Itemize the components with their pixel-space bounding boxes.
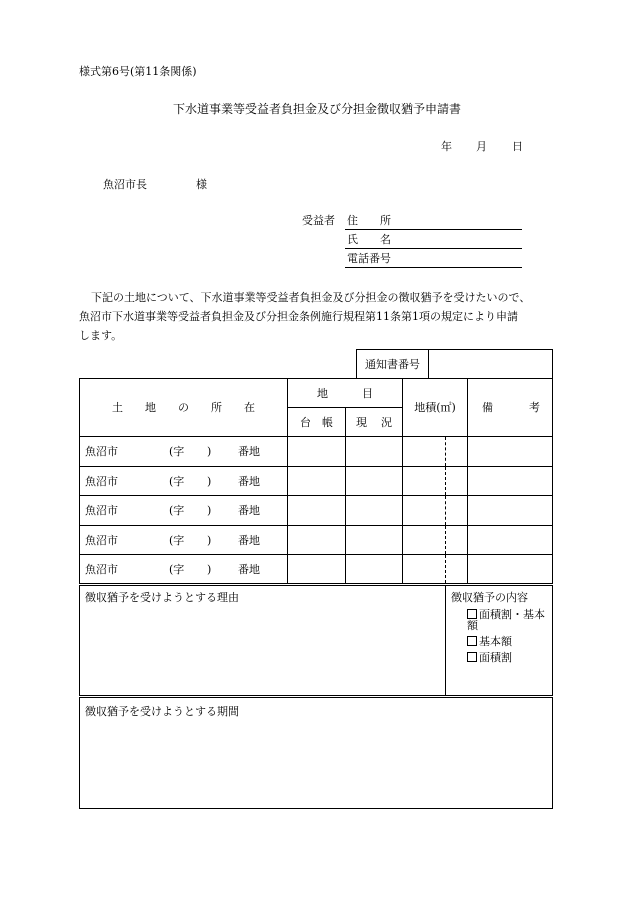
option-label: 面積割・基本額	[467, 607, 545, 632]
notice-number-label: 通知書番号	[357, 350, 429, 379]
aza-text: (字	[169, 474, 185, 488]
location-header-char: 所	[211, 401, 222, 414]
location-header	[80, 379, 288, 437]
area-decimal-cell[interactable]	[446, 466, 468, 496]
aza-text: (字	[169, 504, 185, 517]
paren-close: )	[207, 563, 212, 576]
paren-close: )	[207, 474, 212, 488]
option-label: 面積割	[479, 650, 512, 664]
location-cell[interactable]	[80, 466, 288, 496]
table-row	[80, 466, 553, 496]
applicant-label: 受益者	[302, 214, 335, 227]
location-cell[interactable]	[80, 525, 288, 555]
notice-number-field[interactable]	[429, 350, 553, 379]
checkbox[interactable]	[467, 609, 477, 619]
banchi-text: 番地	[238, 445, 260, 458]
location-cell[interactable]	[80, 496, 288, 526]
period-field[interactable]	[80, 696, 553, 808]
city-text: 魚沼市	[85, 533, 118, 547]
current-header-char: 況	[381, 415, 392, 429]
banchi-text: 番地	[238, 533, 260, 547]
remarks-cell[interactable]	[468, 437, 553, 467]
applicant-address-label: 住 所	[347, 214, 391, 227]
area-decimal-cell[interactable]	[446, 437, 468, 467]
table-row	[80, 525, 553, 555]
table-row	[80, 437, 553, 467]
land-category-char: 目	[362, 386, 373, 400]
ledger-header-char: 帳	[322, 415, 333, 429]
current-cell[interactable]	[346, 466, 403, 496]
table-row	[80, 555, 553, 585]
location-cell[interactable]	[80, 437, 288, 467]
paren-close: )	[207, 445, 212, 458]
table-row	[80, 496, 553, 526]
applicant-phone-field[interactable]	[345, 267, 522, 268]
ledger-cell[interactable]	[288, 496, 346, 526]
remarks-header-char: 考	[529, 401, 540, 414]
reason-field[interactable]	[80, 584, 446, 696]
ledger-cell[interactable]	[288, 466, 346, 496]
body-line: 魚沼市下水道事業等受益者負担金及び分担金条例施行規程第11条第1項の規定により申請	[79, 310, 518, 323]
ledger-cell[interactable]	[288, 437, 346, 467]
content-option-base[interactable]	[467, 636, 547, 647]
form-title: 下水道事業等受益者負担金及び分担金徴収猶予申請書	[173, 102, 462, 116]
location-header-char: の	[178, 401, 189, 414]
current-header	[346, 408, 403, 437]
applicant-address-field[interactable]	[345, 229, 522, 230]
remarks-cell[interactable]	[468, 466, 553, 496]
city-text: 魚沼市	[85, 563, 118, 576]
content-option-area[interactable]	[467, 652, 547, 663]
land-category-char: 地	[317, 386, 328, 400]
banchi-text: 番地	[238, 474, 260, 488]
banchi-text: 番地	[238, 504, 260, 517]
ledger-cell[interactable]	[288, 555, 346, 585]
content-option-area-and-base[interactable]	[467, 609, 547, 631]
addressee-honorific: 様	[196, 178, 207, 191]
period-label: 徴収猶予を受けようとする期間	[85, 704, 239, 718]
location-header-char: 土	[112, 401, 123, 414]
remarks-header	[468, 379, 553, 437]
current-header-char: 現	[356, 415, 367, 429]
area-integer-cell[interactable]	[403, 466, 446, 496]
body-line: 下記の土地について、下水道事業等受益者負担金及び分担金の徴収猶予を受けたいので、	[91, 291, 531, 304]
area-decimal-cell[interactable]	[446, 496, 468, 526]
location-header-char: 在	[244, 401, 255, 414]
remarks-cell[interactable]	[468, 555, 553, 585]
remarks-cell[interactable]	[468, 525, 553, 555]
current-cell[interactable]	[346, 496, 403, 526]
location-header-char: 地	[145, 401, 156, 414]
paren-close: )	[207, 533, 212, 547]
area-integer-cell[interactable]	[403, 555, 446, 585]
remarks-header-char: 備	[482, 401, 493, 414]
area-integer-cell[interactable]	[403, 525, 446, 555]
land-table	[79, 378, 553, 809]
location-cell[interactable]	[80, 555, 288, 585]
current-cell[interactable]	[346, 555, 403, 585]
option-label: 基本額	[479, 634, 512, 648]
city-text: 魚沼市	[85, 445, 118, 458]
aza-text: (字	[169, 563, 185, 576]
body-line: します。	[79, 329, 123, 342]
date-year-label: 年	[441, 140, 452, 153]
date-month-label: 月	[476, 140, 487, 153]
aza-text: (字	[169, 445, 185, 458]
current-cell[interactable]	[346, 525, 403, 555]
paren-close: )	[207, 504, 212, 517]
area-integer-cell[interactable]	[403, 437, 446, 467]
addressee-name: 魚沼市長	[103, 178, 147, 191]
checkbox[interactable]	[467, 636, 477, 646]
ledger-cell[interactable]	[288, 525, 346, 555]
remarks-cell[interactable]	[468, 496, 553, 526]
ledger-header	[288, 408, 346, 437]
content-field	[446, 584, 553, 696]
aza-text: (字	[169, 533, 185, 547]
city-text: 魚沼市	[85, 474, 118, 488]
current-cell[interactable]	[346, 437, 403, 467]
banchi-text: 番地	[238, 563, 260, 576]
applicant-phone-label: 電話番号	[347, 252, 391, 265]
checkbox[interactable]	[467, 652, 477, 662]
applicant-name-field[interactable]	[345, 248, 522, 249]
reason-label: 徴収猶予を受けようとする理由	[85, 590, 239, 604]
notice-number-box	[356, 349, 553, 379]
ledger-header-char: 台	[300, 415, 311, 429]
land-category-header	[288, 379, 403, 408]
form-number: 様式第6号(第11条関係)	[79, 65, 197, 78]
city-text: 魚沼市	[85, 504, 118, 517]
area-decimal-cell[interactable]	[446, 555, 468, 585]
applicant-name-label: 氏 名	[347, 233, 391, 246]
area-integer-cell[interactable]	[403, 496, 446, 526]
area-decimal-cell[interactable]	[446, 525, 468, 555]
area-header: 地積(㎡)	[403, 379, 468, 437]
date-day-label: 日	[512, 140, 523, 153]
content-label: 徴収猶予の内容	[451, 590, 528, 604]
